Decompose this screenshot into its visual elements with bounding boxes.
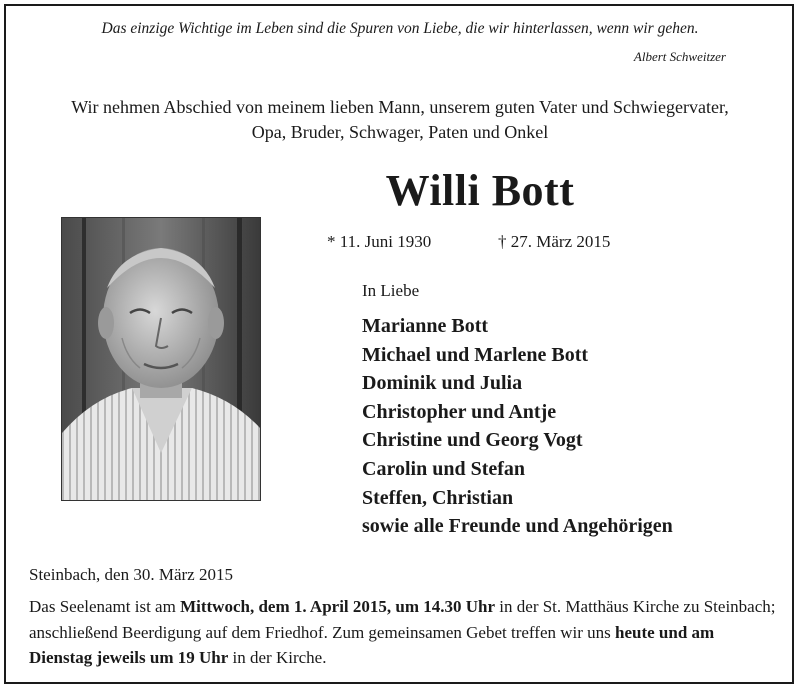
mourner-name: sowie alle Freunde und Angehörigen — [362, 515, 673, 538]
service-notice — [29, 594, 779, 671]
death-date: † 27. März 2015 — [498, 232, 611, 251]
intro-line-2: Opa, Bruder, Schwager, Paten und Onkel — [251, 122, 549, 142]
mourner-name: Christopher und Antje — [362, 400, 557, 423]
quote-text: Das einzige Wichtige im Leben sind die Spuren von Liebe, die wir hinterlassen, wenn wir gehen. — [101, 20, 699, 37]
notice-text: in der St. Matthäus Kirche zu Steinbach; anschließend Beerdigung auf dem Friedhof. Zum gemeinsamen Gebet treffen wir uns — [29, 597, 776, 642]
mourner-name: Michael und Marlene Bott — [362, 343, 589, 366]
intro-line-1: Wir nehmen Abschied von meinem lieben Mann, unserem guten Vater und Schwiegervater, — [71, 97, 729, 117]
mourner-name: Carolin und Stefan — [362, 457, 526, 480]
notice-text: Das Seelenamt ist am — [29, 597, 181, 616]
notice-service-time: Mittwoch, dem 1. April 2015, um 14.30 Uhr — [180, 597, 496, 616]
mourners-list — [362, 312, 673, 541]
notice-prayer-time: heute und am Dienstag jeweils um 19 Uhr — [29, 622, 715, 667]
portrait-icon — [62, 218, 260, 500]
deceased-name: Willi Bott — [385, 166, 575, 215]
mourner-name: Dominik und Julia — [362, 372, 523, 395]
quote-author: Albert Schweitzer — [633, 49, 726, 64]
mourner-name: Marianne Bott — [362, 315, 489, 337]
place-date: Steinbach, den 30. März 2015 — [29, 565, 233, 584]
notice-text: in der Kirche. — [228, 648, 327, 667]
mourners-heading: In Liebe — [362, 281, 420, 300]
mourner-name: Christine und Georg Vogt — [362, 429, 583, 452]
mourner-name: Steffen, Christian — [362, 486, 514, 509]
birth-date: * 11. Juni 1930 — [327, 232, 432, 251]
portrait-photo — [61, 217, 261, 501]
intro-text — [0, 95, 800, 145]
